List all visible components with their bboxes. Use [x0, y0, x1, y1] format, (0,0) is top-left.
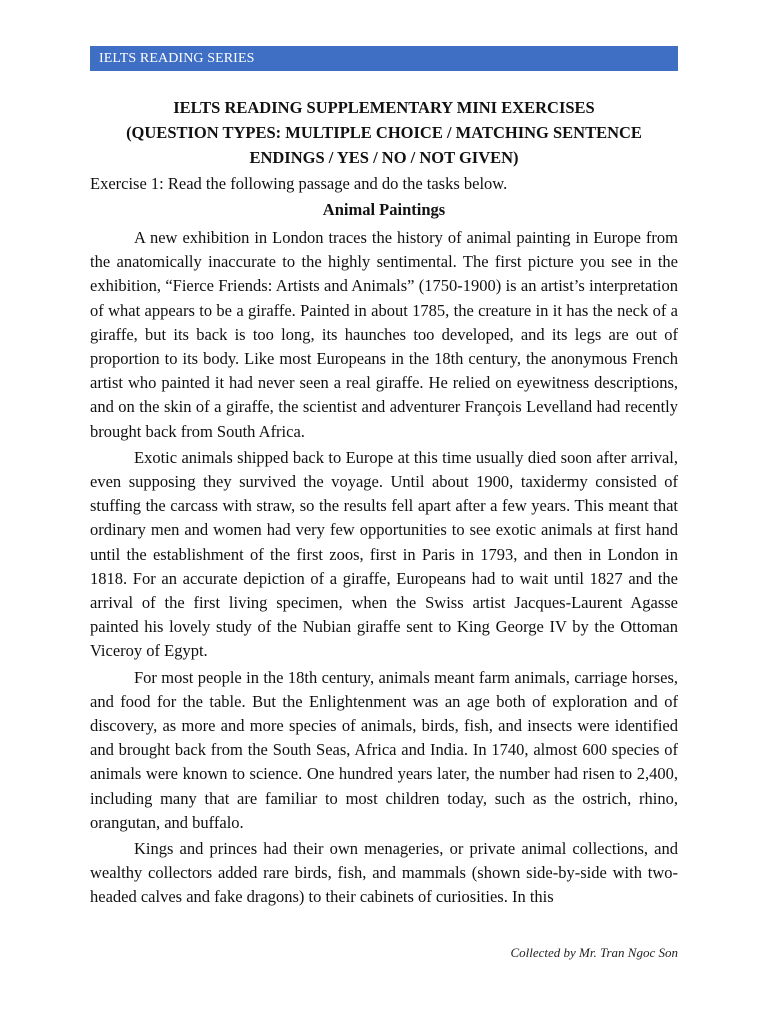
footer-credit: Collected by Mr. Tran Ngoc Son — [510, 945, 678, 960]
passage-paragraph: For most people in the 18th century, animals meant farm animals, carriage horses, and food for the table. But the Enlightenment was an age both of exploration and of discovery, as more and more species of animals, birds, fish, and insects were identified and brought back from the South Seas, Africa and India. In 1740, almost 600 species of animals were known to science. One hundred years later, the number had risen to 2,400, including many that are familiar to most children today, such as the ostrich, rhino, orangutan, and buffalo. — [90, 667, 678, 832]
title-line-3: ENDINGS / YES / NO / NOT GIVEN) — [249, 148, 519, 167]
series-header-bar — [90, 46, 678, 71]
passage-paragraph: A new exhibition in London traces the history of animal painting in Europe from the anatomically inaccurate to the highly sentimental. The first picture you see in the exhibition, “Fierce Friends: Artists and Animals” (1750-1900) is an artist’s interpretation of what appears to be a giraffe. Painted in about 1785, the creature in it has the neck of a giraffe, but its back is too long, its haunches too developed, and its legs are out of proportion to its body. Like most Europeans in the 18th century, the anonymous French artist who painted it had never seen a real giraffe. He relied on eyewitness descriptions, and on the skin of a giraffe, the scientist and adventurer François Levelland had recently brought back from South Africa. — [90, 228, 678, 441]
exercise-instruction: Exercise 1: Read the following passage and do the tasks below. — [90, 174, 508, 193]
passage-paragraph: Exotic animals shipped back to Europe at this time usually died soon after arrival, even supposing they survived the voyage. Until about 1900, taxidermy consisted of stuffing the carcass with straw, so the results fell apart after a few years. This meant that ordinary men and women had very few opportunities to see exotic animals at first hand until the establishment of the first zoos, first in Paris in 1793, and then in London in 1818. For an accurate depiction of a giraffe, Europeans had to wait until 1827 and the arrival of the first living specimen, when the Swiss artist Jacques-Laurent Agasse painted his lovely study of the Nubian giraffe sent to King George IV by the Ottoman Viceroy of Egypt. — [90, 447, 678, 661]
passage-paragraph: Kings and princes had their own menageries, or private animal collections, and wealthy collectors added rare birds, fish, and mammals (shown side-by-side with two-headed calves and fake dragons) to their cabinets of curiosities. In this — [90, 839, 678, 907]
passage-title: Animal Paintings — [322, 200, 446, 219]
passage-body — [90, 226, 678, 912]
title-line-1: IELTS READING SUPPLEMENTARY MINI EXERCISES — [173, 98, 595, 117]
title-line-2: (QUESTION TYPES: MULTIPLE CHOICE / MATCHING SENTENCE — [126, 123, 642, 142]
document-title — [90, 95, 678, 170]
series-label: IELTS READING SERIES — [99, 51, 255, 66]
